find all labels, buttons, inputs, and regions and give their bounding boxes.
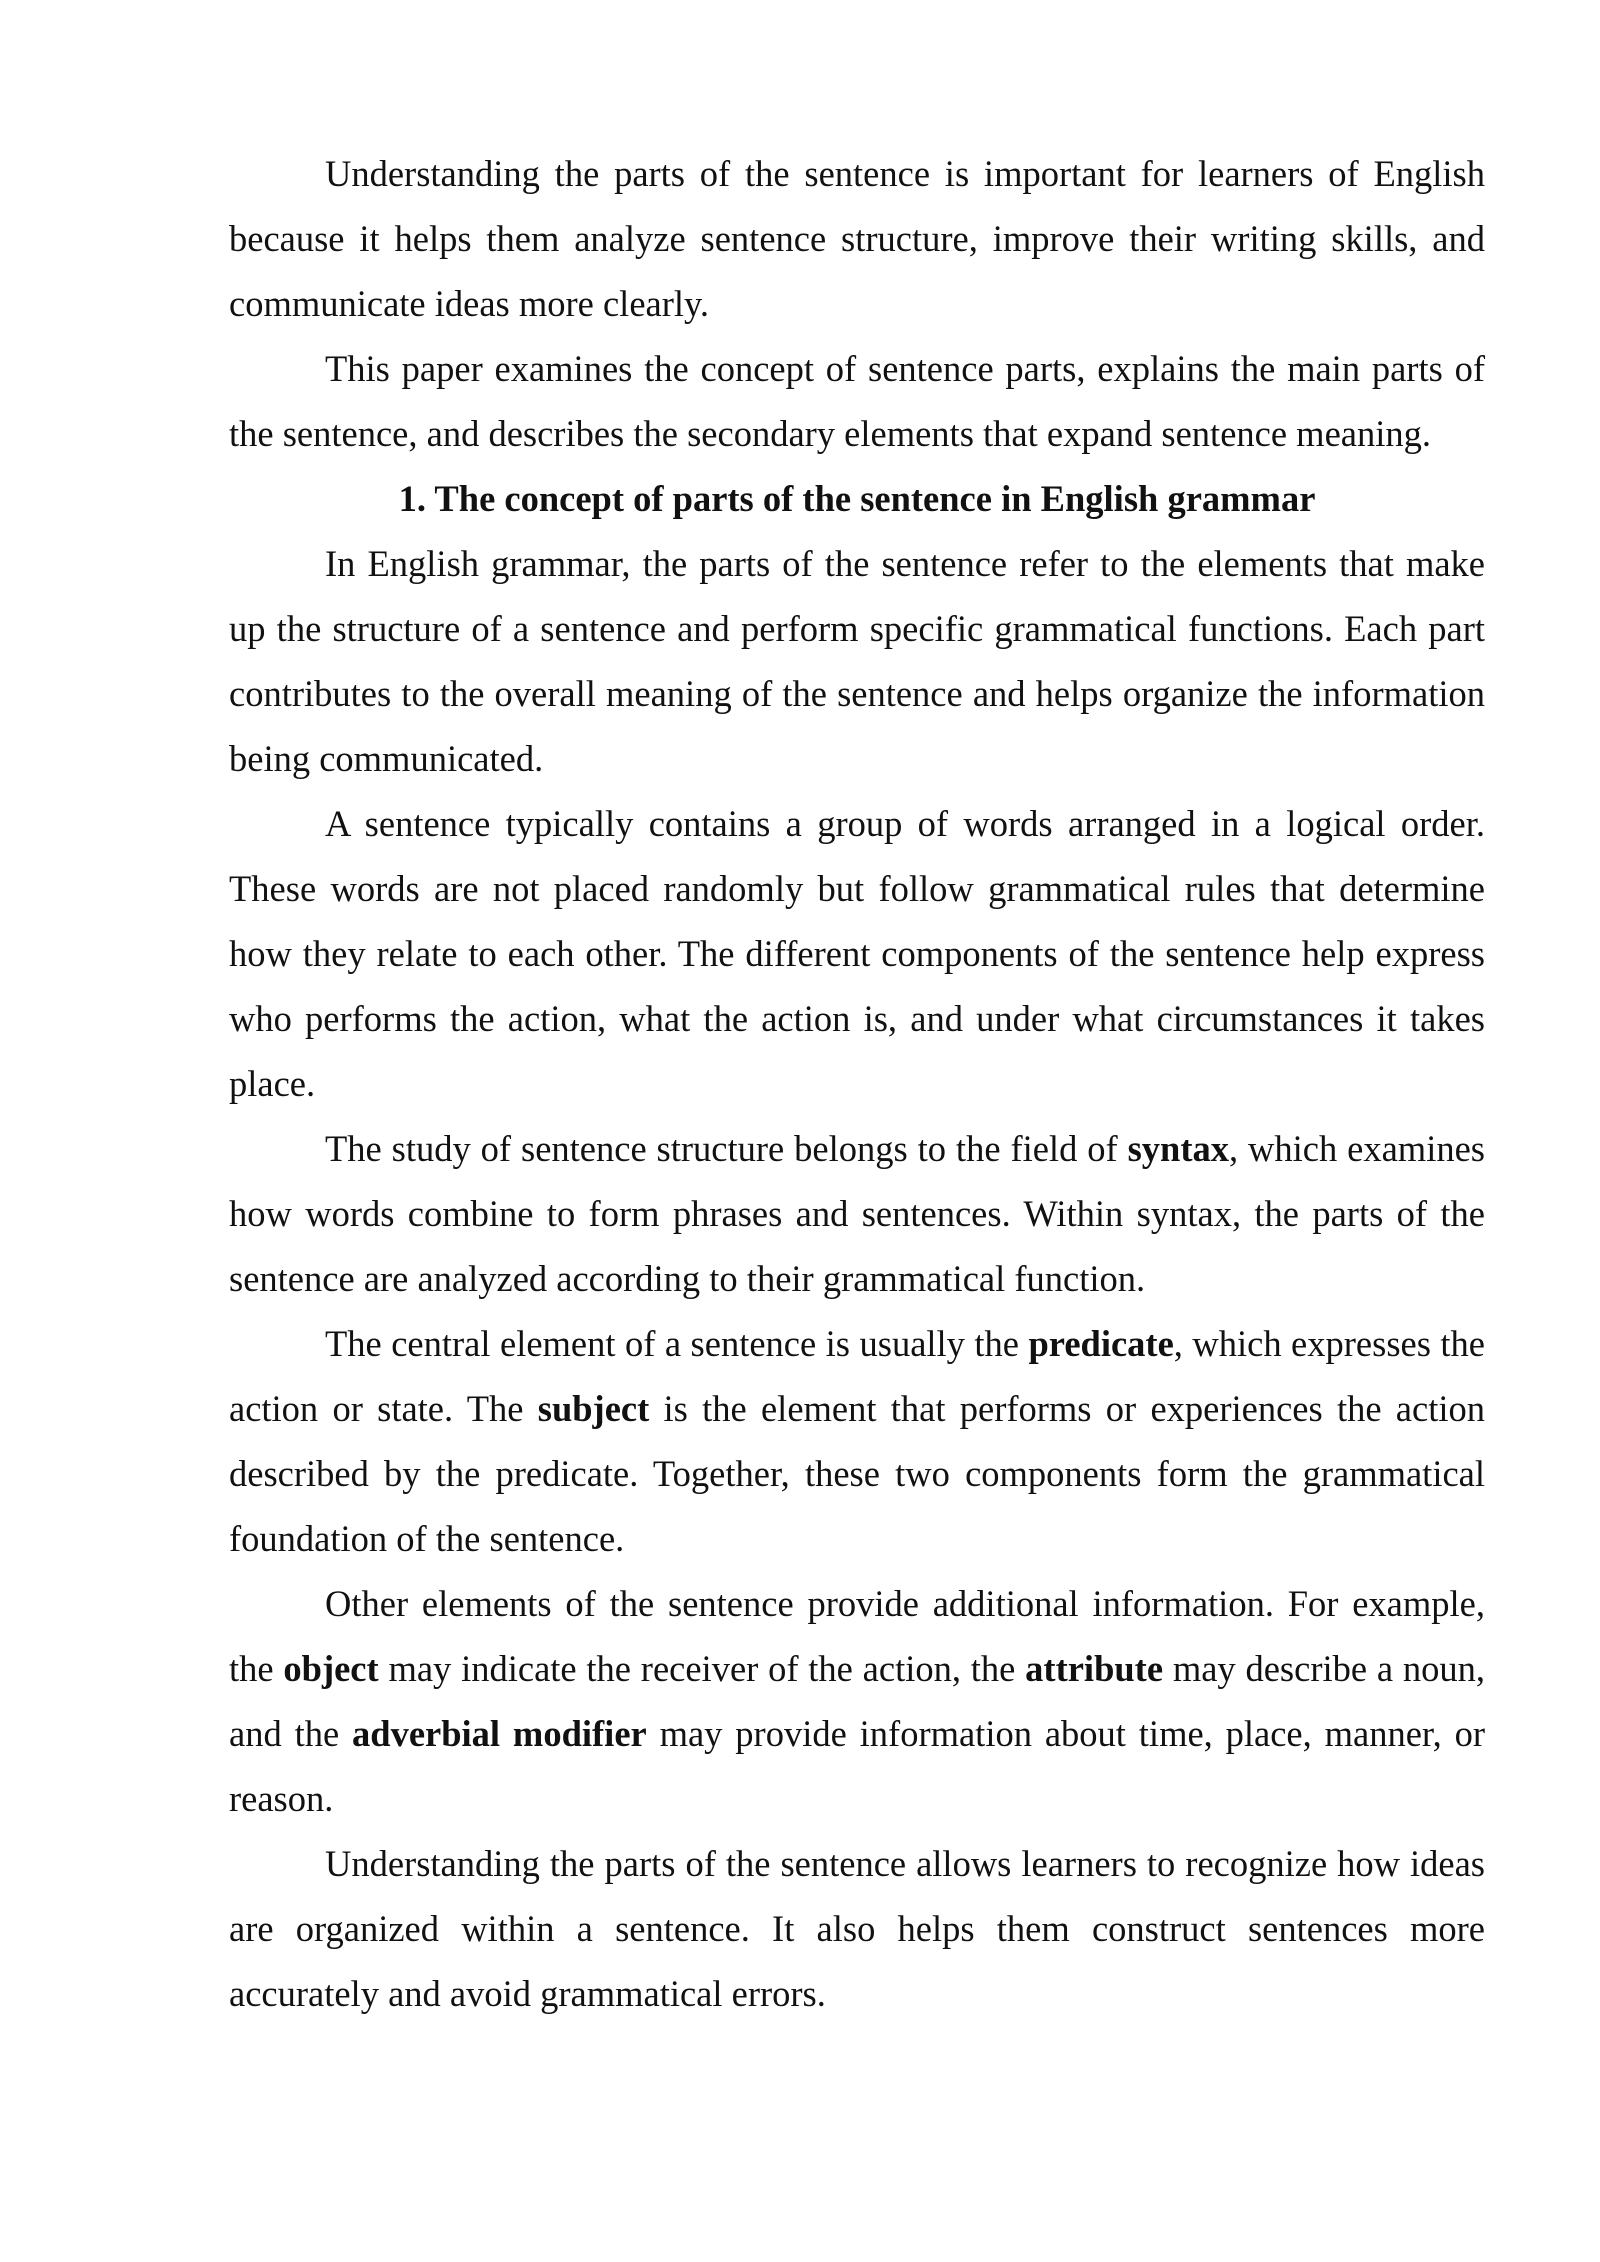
section-paragraph-1: In English grammar, the parts of the sentence refer to the elements that make up the structure of a sentence and perform specific grammatical functions. Each part contributes to the overall meaning of the sentence and helps organize the information being communicated.: [229, 543, 1485, 779]
text-run: The study of sentence structure belongs to the field of: [325, 1128, 1128, 1169]
text-run: , which examines how words combine to form phrases and sentences. Within syntax, the parts of the sentence are analyzed according to their grammatical function.: [229, 1128, 1485, 1299]
text-run: may describe a noun, and the: [229, 1648, 1485, 1754]
term-predicate: predicate: [1028, 1323, 1174, 1364]
section-heading: 1. The concept of parts of the sentence in English grammar: [398, 478, 1316, 519]
section-paragraph-3: [229, 1116, 1485, 1311]
term-object: object: [283, 1648, 379, 1689]
term-attribute: attribute: [1025, 1648, 1164, 1689]
text-run: may indicate the receiver of the action, the: [378, 1648, 1026, 1689]
term-adverbial-modifier: adverbial modifier: [352, 1713, 647, 1754]
text-run: may provide information about time, place, manner, or reason.: [229, 1713, 1485, 1819]
section-paragraph-2: A sentence typically contains a group of words arranged in a logical order. These words are not placed randomly but follow grammatical rules that determine how they relate to each other. The different components of the sentence help express who performs the action, what the action is, and under what circumstances it takes place.: [229, 803, 1485, 1104]
intro-paragraph-2: This paper examines the concept of sentence parts, explains the main parts of the sentence, and describes the secondary elements that expand sentence meaning.: [229, 348, 1485, 454]
intro-paragraph-1: Understanding the parts of the sentence is important for learners of English because it helps them analyze sentence structure, improve their writing skills, and communicate ideas more clearly.: [229, 153, 1485, 324]
term-syntax: syntax: [1127, 1128, 1229, 1169]
text-run: , which expresses the action or state. The: [229, 1323, 1485, 1429]
text-run: Other elements of the sentence provide additional information. For example, the: [229, 1583, 1485, 1689]
text-run: The central element of a sentence is usually the: [325, 1323, 1029, 1364]
section-paragraph-6: Understanding the parts of the sentence allows learners to recognize how ideas are organized within a sentence. It also helps them construct sentences more accurately and avoid grammatical errors.: [229, 1843, 1485, 2014]
document-body: [229, 141, 1485, 2026]
text-run: is the element that performs or experiences the action described by the predicate. Together, these two components form the grammatical foundation of the sentence.: [229, 1388, 1485, 1559]
section-paragraph-5: [229, 1571, 1485, 1831]
section-paragraph-4: [229, 1311, 1485, 1571]
term-subject: subject: [537, 1388, 650, 1429]
